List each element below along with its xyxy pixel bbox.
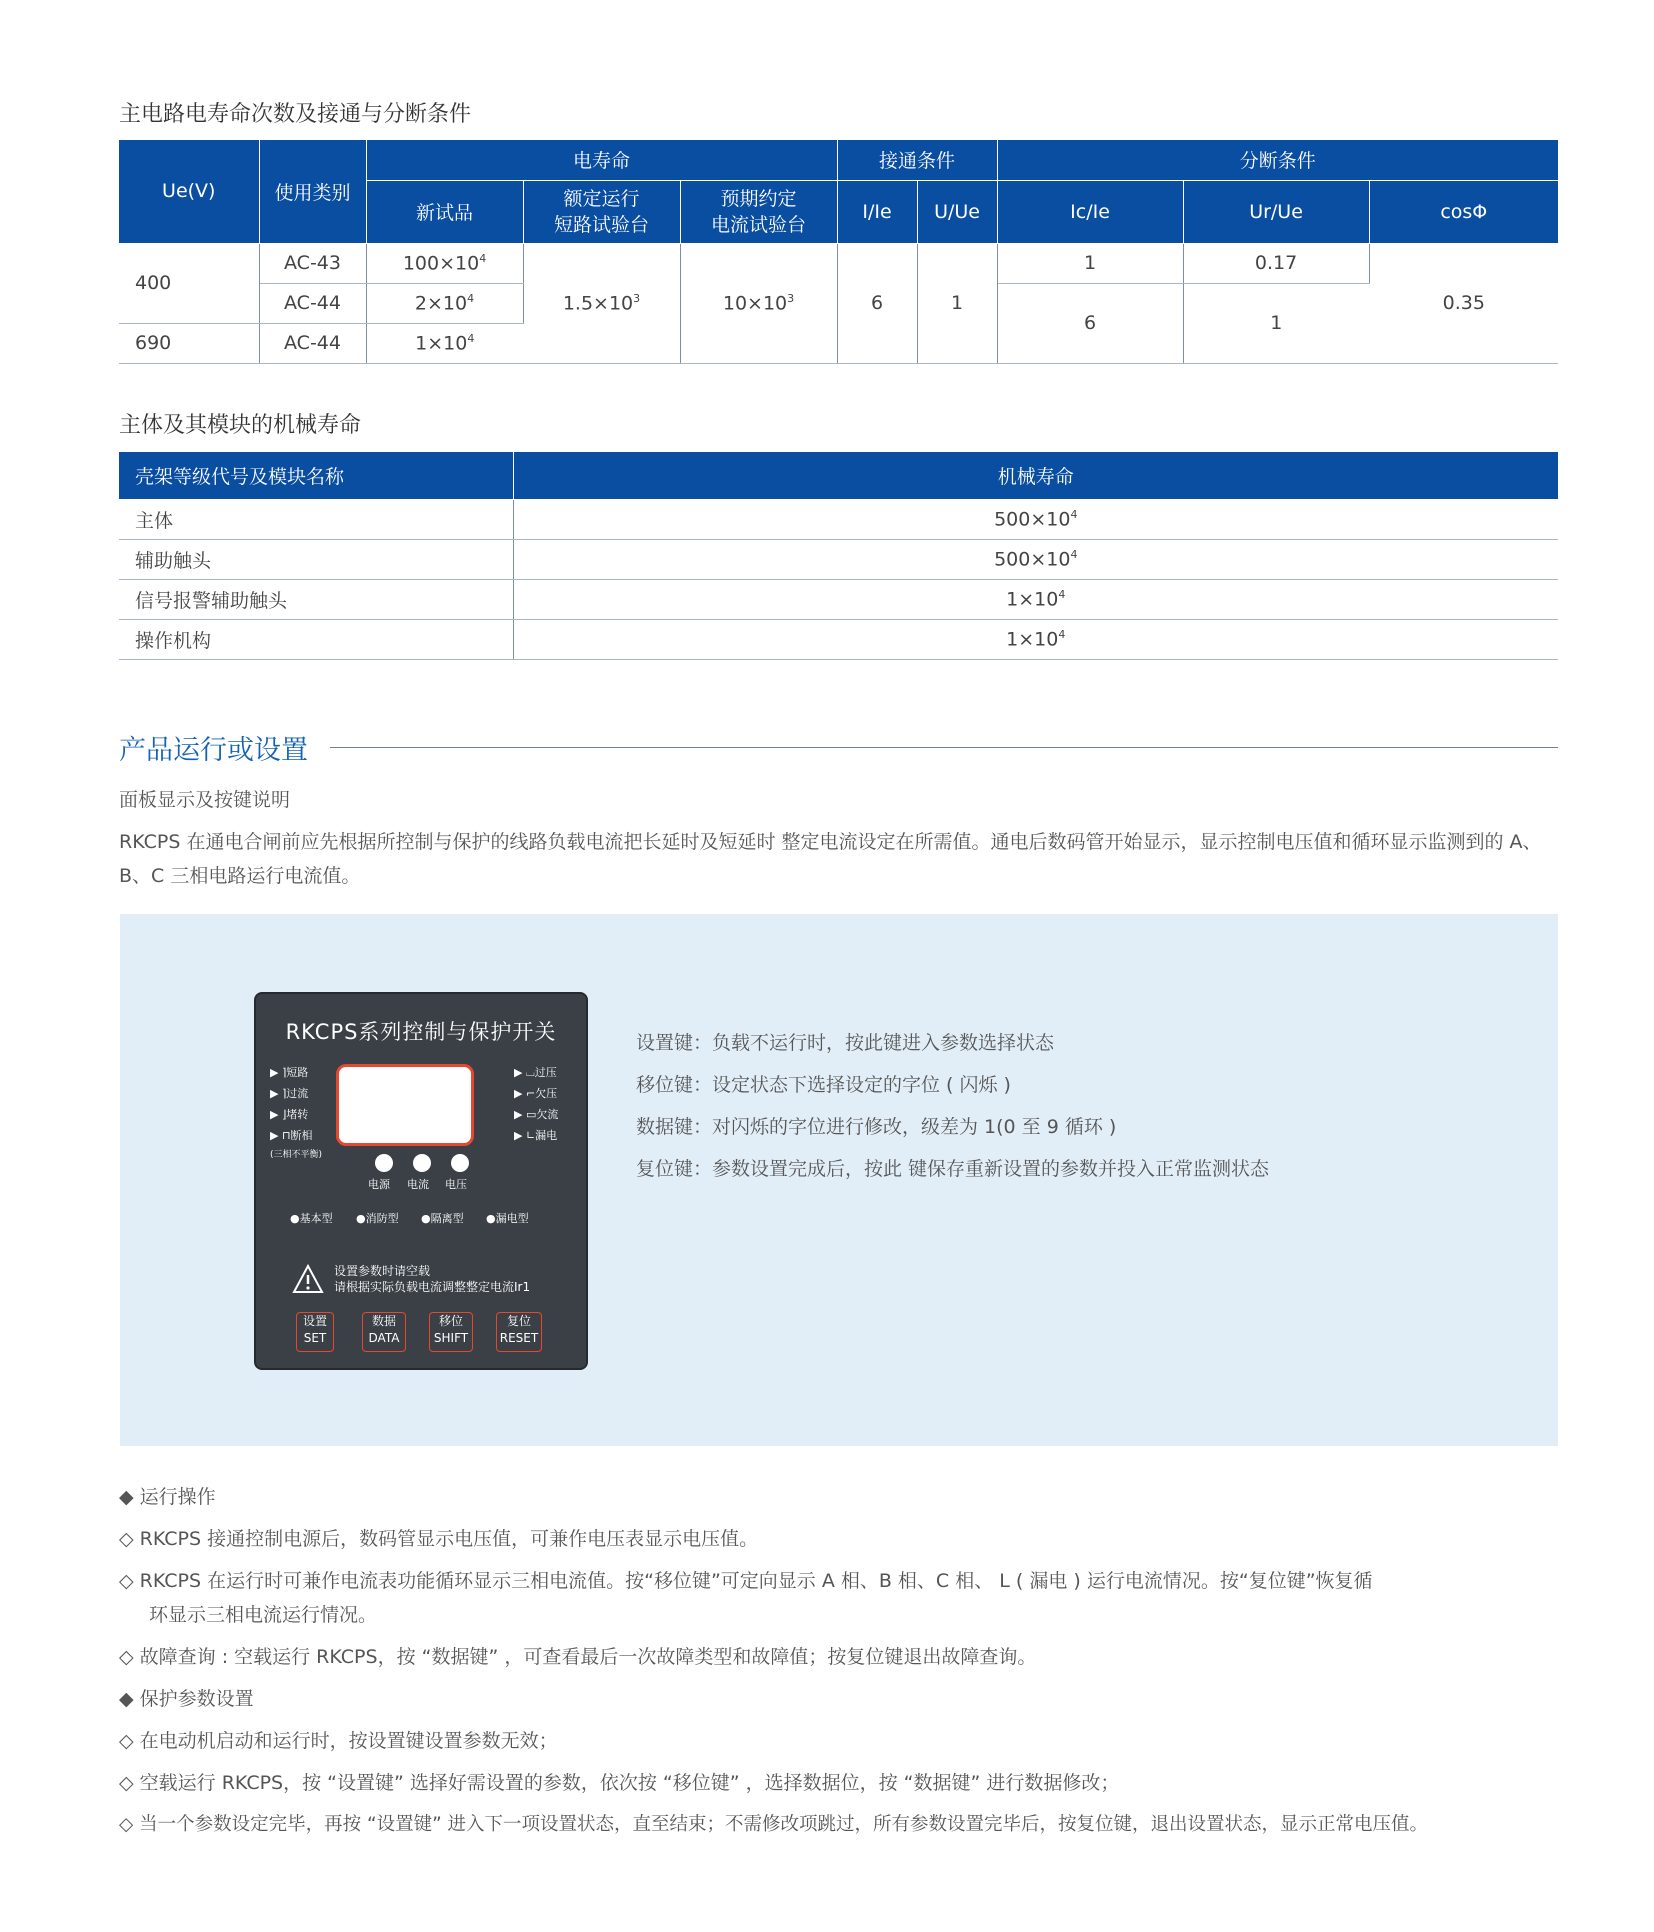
row-value: $1\times 10^4$ [513,579,1558,619]
header-ic-ie: Ic/Ie [997,180,1183,243]
indicator-phase-loss: ▶ ⊓断相 [270,1129,313,1142]
cell-ur-1: 0.17 [1183,243,1369,283]
section3-title: 产品运行或设置 [119,735,308,766]
warning-line-2: 请根据实际负载电流调整整定电流Ir1 [334,1280,531,1294]
voltage-led [451,1154,469,1172]
indicator-overcurrent: ▶ ⌉过流 [270,1087,309,1100]
cell-cos: 0.35 [1369,243,1558,363]
reset-key[interactable]: 复位 RESET [496,1312,542,1352]
cell-690: 690 [119,323,259,363]
cell-u-ue: 1 [917,243,997,363]
power-led [375,1154,393,1172]
header-electric-life: 电寿命 [366,140,837,180]
bullet-item: ◇ 在电动机启动和运行时，按设置键设置参数无效； [119,1730,558,1752]
cell-expected: $10\times 10^3$ [680,243,837,363]
control-panel-device [254,992,588,1370]
indicator-overvoltage: ▶ ⌴过压 [514,1066,557,1079]
cell-new-2: $2\times 10^4$ [366,283,523,323]
set-key[interactable]: 设置 SET [296,1312,334,1352]
left-indicators [270,1062,322,1164]
key-desc-reset: 复位键：参数设置完成后，按此 键保存重新设置的参数并投入正常监测状态 [636,1158,1270,1180]
section2-title: 主体及其模块的机械寿命 [119,413,362,438]
section3-subtitle: 面板显示及按键说明 [119,789,291,811]
digital-display [336,1064,474,1146]
cell-ac43: AC-43 [259,243,366,283]
warning-line-1: 设置参数时请空载 [334,1264,431,1278]
shift-key[interactable]: 移位 SHIFT [429,1312,473,1352]
header-make-condition: 接通条件 [837,140,997,180]
header-u-ue: U/Ue [917,180,997,243]
current-led [413,1154,431,1172]
section1-title: 主电路电寿命次数及接通与分断条件 [119,102,472,127]
heading-operation: ◆ 运行操作 [119,1486,216,1508]
cell-new-1: $100\times 10^4$ [366,243,523,283]
indicator-undervoltage: ▶ ⌐欠压 [514,1087,558,1100]
cell-new-3: $1\times 10^4$ [366,323,523,363]
bullet-item-continuation: 环显示三相电流运行情况。 [149,1604,378,1626]
section-divider [330,747,1558,748]
section3-paragraph: RKCPS 在通电合闸前应先根据所控制与保护的线路负载电流把长延时及短延时 整定电流设定在所需值。通电后数码管开始显示，显示控制电压值和循环显示监测到的 A、B、C 三相电路运行电流值。 [119,831,1542,887]
indicator-undercurrent: ▶ ▭欠流 [514,1108,559,1121]
header-i-ie: I/Ie [837,180,917,243]
indicator-stall: ▶ ⌋堵转 [270,1108,309,1121]
header-ur-ue: Ur/Ue [1183,180,1369,243]
indicator-leakage: ▶ ∟漏电 [514,1129,558,1142]
cell-ac44-b: AC-44 [259,323,366,363]
indicator-note: (三相不平衡) [270,1150,323,1160]
power-led-label: 电源 [368,1178,390,1191]
current-led-label: 电流 [407,1178,429,1191]
row-value: $500\times 10^4$ [513,539,1558,579]
bullet-item: ◇ 空载运行 RKCPS，按 “设置键” 选择好需设置的参数，依次按 “移位键” ，选择数据位，按 “数据键” 进行数据修改； [119,1772,1120,1794]
row-name: 主体 [119,499,513,539]
indicator-short-circuit: ▶ ⌉短路 [270,1066,309,1079]
header-cos: cosΦ [1369,180,1558,243]
cell-i-ie: 6 [837,243,917,363]
cell-ic-1: 1 [997,243,1183,283]
type-fire: ●消防型 [356,1212,399,1225]
warning-icon [292,1264,324,1294]
bullet-item: ◇ 故障查询 : 空载运行 RKCPS，按 “数据键” ，可查看最后一次故障类型和故障值；按复位键退出故障查询。 [119,1646,1037,1668]
voltage-led-label: 电压 [445,1178,467,1191]
row-name: 信号报警辅助触头 [119,579,513,619]
header-new-product: 新试品 [366,180,523,243]
cell-rated: $1.5\times 10^3$ [523,243,680,363]
header-category: 使用类别 [259,140,366,243]
bullet-item: ◇ RKCPS 在运行时可兼作电流表功能循环显示三相电流值。按“移位键”可定向显示 A 相、B 相、C 相、 L ( 漏电 ) 运行电流情况。按“复位键”恢复循 [119,1570,1373,1592]
data-key[interactable]: 数据 DATA [362,1312,406,1352]
type-basic: ●基本型 [290,1212,333,1225]
type-isolation: ●隔离型 [421,1212,464,1225]
right-indicators [514,1062,558,1146]
cell-400: 400 [119,243,259,323]
mechanical-life-table [119,452,1558,660]
header-ue: Ue(V) [119,140,259,243]
header-mechanical-life: 机械寿命 [513,452,1558,499]
cell-ac44-a: AC-44 [259,283,366,323]
row-value: $1\times 10^4$ [513,619,1558,659]
bullet-item: ◇ 当一个参数设定完毕，再按 “设置键” 进入下一项设置状态，直至结束；不需修改项跳过，所有参数设置完毕后，按复位键，退出设置状态，显示正常电压值。 [119,1814,1429,1835]
header-expected: 预期约定 电流试验台 [680,180,837,243]
bullet-item: ◇ RKCPS 接通控制电源后，数码管显示电压值，可兼作电压表显示电压值。 [119,1528,759,1550]
device-title: RKCPS系列控制与保护开关 [285,1020,557,1044]
header-break-condition: 分断条件 [997,140,1558,180]
header-rated: 额定运行 短路试验台 [523,180,680,243]
key-desc-set: 设置键：负载不运行时，按此键进入参数选择状态 [636,1032,1055,1054]
key-desc-shift: 移位键：设定状态下选择设定的字位 ( 闪烁 ) [636,1074,1011,1096]
heading-protection: ◆ 保护参数设置 [119,1688,254,1710]
row-name: 操作机构 [119,619,513,659]
header-module-name: 壳架等级代号及模块名称 [119,452,513,499]
electric-life-table [119,140,1558,364]
row-name: 辅助触头 [119,539,513,579]
row-value: $500\times 10^4$ [513,499,1558,539]
cell-ic-2: 6 [997,283,1183,363]
type-leakage: ●漏电型 [486,1212,529,1225]
cell-ur-2: 1 [1183,283,1369,363]
key-desc-data: 数据键：对闪烁的字位进行修改，级差为 1(0 至 9 循环 ) [636,1116,1117,1138]
